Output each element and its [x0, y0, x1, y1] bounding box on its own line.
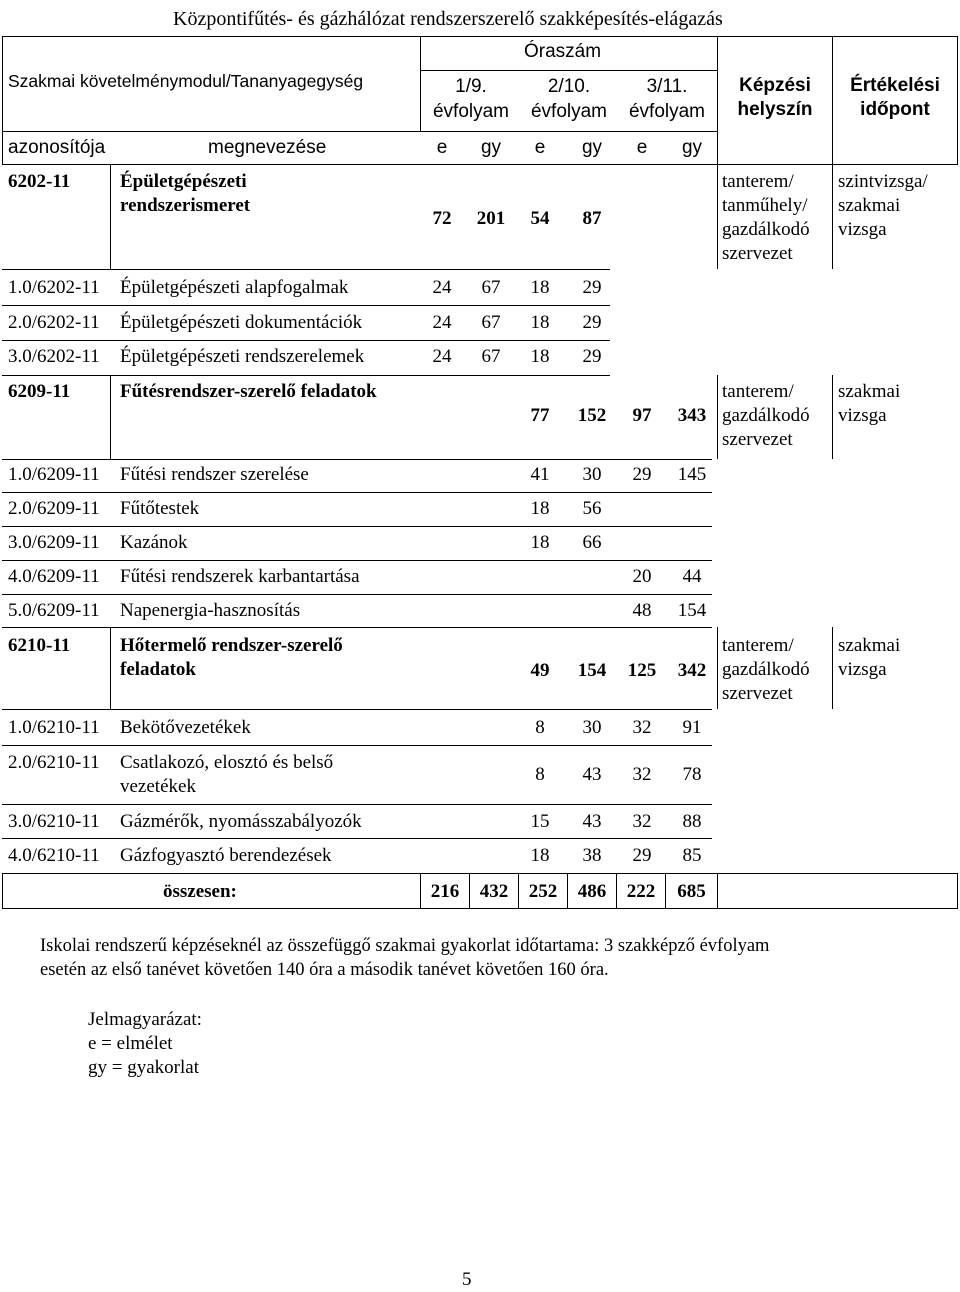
helyszin-label: helyszín — [737, 99, 813, 120]
total-value-3: 252 — [528, 881, 558, 902]
module-2-location-3: szervezet — [722, 429, 793, 450]
row-code: 4.0/6210-11 — [8, 845, 100, 866]
module-1-location-1: tanterem/ — [722, 171, 794, 192]
row-line — [2, 745, 712, 746]
row-code: 2.0/6202-11 — [8, 312, 100, 333]
year-3-evfolyam: évfolyam — [628, 101, 706, 122]
row-value: 43 — [582, 811, 602, 832]
module-2-eval-2: vizsga — [838, 405, 887, 426]
total-left-border — [2, 873, 3, 909]
module-3-top-line — [2, 627, 712, 628]
row-code: 2.0/6209-11 — [8, 498, 100, 519]
row-line — [2, 492, 712, 493]
module-1-location-3: gazdálkodó — [722, 219, 810, 240]
module-3-location-1: tanterem/ — [722, 635, 794, 656]
legend-title: Jelmagyarázat: — [88, 1009, 202, 1030]
row-value: 29 — [582, 312, 602, 333]
module-3-eval-1: szakmai — [838, 635, 901, 656]
row-value: 48 — [632, 600, 652, 621]
legend-e: e = elmélet — [88, 1033, 173, 1054]
row-line — [2, 804, 712, 805]
module-2-location-1: tanterem/ — [722, 381, 794, 402]
row-value: 20 — [632, 566, 652, 587]
row-value: 18 — [530, 532, 550, 553]
module-3-name-line2: feladatok — [120, 659, 196, 680]
module-1-total-1: 72 — [432, 208, 452, 229]
row-value: 8 — [535, 717, 545, 738]
page-number: 5 — [462, 1269, 472, 1290]
module-1-name-line2: rendszerismeret — [120, 195, 251, 216]
row-value: 67 — [481, 346, 501, 367]
module-1-eval-3: vizsga — [838, 219, 887, 240]
row-value: 32 — [632, 811, 652, 832]
kepzesi-label: Képzési — [739, 75, 811, 96]
module-1-divider — [110, 165, 111, 269]
year-2-evfolyam: évfolyam — [530, 101, 608, 122]
row-value: 32 — [632, 764, 652, 785]
azonositoja-label: azonosítója — [8, 137, 106, 158]
row-value: 18 — [530, 312, 550, 333]
row-name: Gázmérők, nyomásszabályozók — [120, 811, 362, 832]
ertekelesi-label: Értékelési — [850, 75, 940, 96]
row-value: 78 — [682, 764, 702, 785]
row-code: 1.0/6210-11 — [8, 717, 100, 738]
module-1-total-3: 54 — [530, 208, 550, 229]
module-2-total-4: 343 — [677, 405, 707, 426]
col-e-2: e — [534, 137, 546, 158]
module-2-total-3: 97 — [632, 405, 652, 426]
header-bottom-line — [2, 164, 957, 165]
row-line — [2, 269, 610, 270]
oraszam-underline — [420, 70, 717, 71]
module-3-loc-divider — [717, 627, 718, 709]
row-code: 3.0/6210-11 — [8, 811, 100, 832]
total-value-4: 486 — [577, 881, 607, 902]
row-line — [2, 340, 610, 341]
row-name: Fűtőtestek — [120, 498, 200, 519]
row-name: Gázfogyasztó berendezések — [120, 845, 332, 866]
row-name-line2: vezetékek — [120, 776, 196, 797]
total-right-border — [957, 873, 958, 909]
row-name: Fűtési rendszerek karbantartása — [120, 566, 360, 587]
row-name: Napenergia-hasznosítás — [120, 600, 301, 621]
module-2-divider — [110, 375, 111, 459]
legend-gy: gy = gyakorlat — [88, 1057, 199, 1078]
row-value: 29 — [582, 277, 602, 298]
note-line-2: esetén az első tanévet követően 140 óra a második tanévet követően 160 óra. — [40, 960, 609, 980]
row-code: 5.0/6209-11 — [8, 600, 100, 621]
row-value: 88 — [682, 811, 702, 832]
module-2-eval-divider — [832, 375, 833, 459]
row-value: 67 — [481, 312, 501, 333]
module-1-total-2: 201 — [476, 208, 506, 229]
module-2-name-line1: Fűtésrendszer-szerelő feladatok — [120, 381, 377, 402]
row-code: 3.0/6202-11 — [8, 346, 100, 367]
row-line — [2, 526, 712, 527]
row-line — [2, 305, 610, 306]
module-3-total-4: 342 — [677, 660, 707, 681]
row-code: 4.0/6209-11 — [8, 566, 100, 587]
row-line — [2, 709, 712, 710]
row-value: 44 — [682, 566, 702, 587]
total-value-1: 216 — [430, 881, 460, 902]
header-top-line — [2, 36, 957, 37]
row-value: 8 — [535, 764, 545, 785]
module-2-loc-divider — [717, 375, 718, 459]
row-value: 15 — [530, 811, 550, 832]
module-label: Szakmai követelménymodul/Tananyagegység — [8, 71, 364, 91]
row-line — [2, 459, 712, 460]
row-name: Épületgépészeti alapfogalmak — [120, 277, 349, 298]
total-top-line — [2, 873, 957, 874]
row-line — [2, 838, 712, 839]
header-right-border — [957, 36, 958, 165]
module-1-location-2: tanműhely/ — [722, 195, 808, 216]
year-1-evfolyam: évfolyam — [432, 101, 510, 122]
row-value: 18 — [530, 277, 550, 298]
col-gy-2: gy — [581, 137, 603, 158]
col-e-1: e — [436, 137, 448, 158]
row-value: 18 — [530, 346, 550, 367]
header-mid-line — [2, 131, 717, 132]
module-1-eval-1: szintvizsga/ — [838, 171, 928, 192]
col-gy-1: gy — [480, 137, 502, 158]
table-title: Központifűtés- és gázhálózat rendszerszerelő szakképesítés-elágazás — [173, 8, 723, 30]
year-3-label: 3/11. — [646, 76, 688, 97]
module-1-loc-divider — [717, 165, 718, 269]
year-1-label: 1/9. — [455, 76, 487, 97]
total-value-2: 432 — [479, 881, 509, 902]
row-name: Kazánok — [120, 532, 188, 553]
row-code: 1.0/6209-11 — [8, 464, 100, 485]
row-value: 91 — [682, 717, 702, 738]
row-value: 41 — [530, 464, 550, 485]
row-name: Épületgépészeti dokumentációk — [120, 312, 363, 333]
header-left-border — [2, 36, 3, 165]
row-value: 154 — [677, 600, 707, 621]
row-value: 85 — [682, 845, 702, 866]
module-2-id: 6209-11 — [8, 381, 71, 402]
row-value: 30 — [582, 464, 602, 485]
oraszam-label: Óraszám — [524, 41, 602, 62]
row-value: 29 — [632, 845, 652, 866]
col-gy-3: gy — [681, 137, 703, 158]
row-value: 67 — [481, 277, 501, 298]
module-2-top-line — [2, 375, 610, 376]
row-value: 18 — [530, 498, 550, 519]
module-1-total-4: 87 — [582, 208, 602, 229]
row-value: 38 — [582, 845, 602, 866]
module-1-eval-2: szakmai — [838, 195, 901, 216]
row-value: 24 — [432, 277, 452, 298]
total-value-6: 685 — [677, 881, 706, 902]
module-3-location-3: szervezet — [722, 683, 793, 704]
row-value: 29 — [632, 464, 652, 485]
module-1-id: 6202-11 — [8, 171, 71, 192]
total-value-5: 222 — [626, 881, 656, 902]
module-3-total-1: 49 — [530, 660, 550, 681]
row-code: 1.0/6202-11 — [8, 277, 100, 298]
module-3-total-3: 125 — [627, 660, 657, 681]
total-bottom-line — [2, 908, 957, 909]
row-line — [2, 560, 712, 561]
row-name-line1: Csatlakozó, elosztó és belső — [120, 752, 334, 773]
row-value: 29 — [582, 346, 602, 367]
module-3-total-2: 154 — [577, 660, 607, 681]
col-e-3: e — [636, 137, 648, 158]
module-3-name-line1: Hőtermelő rendszer-szerelő — [120, 635, 343, 656]
row-name: Épületgépészeti rendszerelemek — [120, 346, 365, 367]
row-value: 30 — [582, 717, 602, 738]
row-value: 66 — [582, 532, 602, 553]
row-value: 32 — [632, 717, 652, 738]
module-2-location-2: gazdálkodó — [722, 405, 810, 426]
row-value: 24 — [432, 346, 452, 367]
row-value: 24 — [432, 312, 452, 333]
module-3-eval-2: vizsga — [838, 659, 887, 680]
row-value: 18 — [530, 845, 550, 866]
row-line — [2, 594, 712, 595]
module-1-name-line1: Épületgépészeti — [120, 171, 247, 192]
module-3-id: 6210-11 — [8, 635, 71, 656]
total-label: összesen: — [163, 881, 237, 902]
module-2-total-1: 77 — [530, 405, 550, 426]
note-line-1: Iskolai rendszerű képzéseknél az összefüggő szakmai gyakorlat időtartama: 3 szakképző évfolyam — [40, 936, 770, 956]
row-name: Bekötővezetékek — [120, 717, 251, 738]
megnevezese-label: megnevezése — [208, 137, 327, 158]
total-divider-7 — [717, 873, 718, 909]
row-name: Fűtési rendszer szerelése — [120, 464, 309, 485]
module-1-location-4: szervezet — [722, 243, 793, 264]
row-value: 145 — [677, 464, 707, 485]
module-2-total-2: 152 — [577, 405, 607, 426]
module-3-divider — [110, 627, 111, 709]
idopont-label: időpont — [860, 99, 930, 120]
module-2-eval-1: szakmai — [838, 381, 901, 402]
year-2-label: 2/10. — [547, 76, 591, 97]
row-value: 43 — [582, 764, 602, 785]
row-code: 3.0/6209-11 — [8, 532, 100, 553]
module-3-location-2: gazdálkodó — [722, 659, 810, 680]
module-1-eval-divider — [832, 165, 833, 269]
row-value: 56 — [582, 498, 602, 519]
module-3-eval-divider — [832, 627, 833, 709]
row-code: 2.0/6210-11 — [8, 752, 100, 773]
